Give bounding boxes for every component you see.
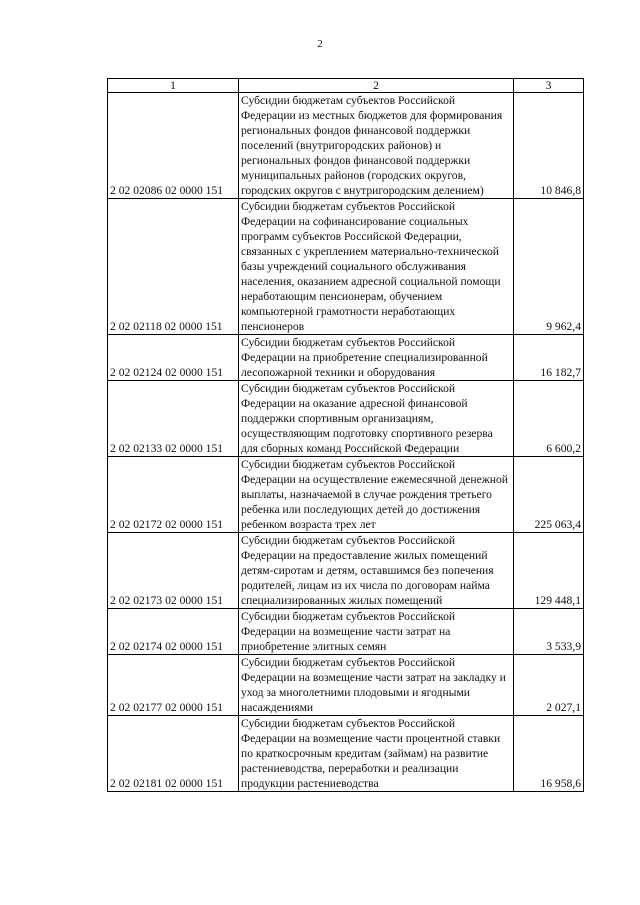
table-header-row bbox=[108, 79, 584, 93]
table-row bbox=[108, 716, 584, 792]
subsidy-amount: 129 448,1 bbox=[514, 533, 584, 609]
table-row bbox=[108, 609, 584, 655]
budget-code: 2 02 02086 02 0000 151 bbox=[108, 93, 239, 199]
budget-table bbox=[107, 78, 584, 792]
subsidy-description: Субсидии бюджетам субъектов Российской Федерации из местных бюджетов для формирования региональных фондов финансовой поддержки поселений (внутригородских районов) и региональных фондов финансовой поддержки муниципальных районов (городских округов, городских округов с внутригородским делением) bbox=[239, 93, 514, 199]
column-header-1: 1 bbox=[108, 79, 239, 93]
column-header-3: 3 bbox=[514, 79, 584, 93]
budget-code: 2 02 02133 02 0000 151 bbox=[108, 381, 239, 457]
subsidy-amount: 10 846,8 bbox=[514, 93, 584, 199]
subsidy-description: Субсидии бюджетам субъектов Российской Федерации на возмещение части затрат на закладку и уход за многолетними плодовыми и ягодными насаждениями bbox=[239, 655, 514, 716]
subsidy-amount: 225 063,4 bbox=[514, 457, 584, 533]
subsidy-description: Субсидии бюджетам субъектов Российской Федерации на софинансирование социальных программ субъектов Российской Федерации, связанных с укреплением материально-технической базы учреждений социального обслуживания населения, оказанием адресной социальной помощи неработающим пенсионерам, обучением компьютерной грамотности неработающих пенсионеров bbox=[239, 199, 514, 335]
table-row bbox=[108, 457, 584, 533]
table-row bbox=[108, 655, 584, 716]
budget-code: 2 02 02124 02 0000 151 bbox=[108, 335, 239, 381]
budget-code: 2 02 02118 02 0000 151 bbox=[108, 199, 239, 335]
budget-code: 2 02 02177 02 0000 151 bbox=[108, 655, 239, 716]
budget-code: 2 02 02181 02 0000 151 bbox=[108, 716, 239, 792]
table-row bbox=[108, 533, 584, 609]
table-row bbox=[108, 199, 584, 335]
subsidy-description: Субсидии бюджетам субъектов Российской Федерации на возмещение части затрат на приобретение элитных семян bbox=[239, 609, 514, 655]
subsidy-description: Субсидии бюджетам субъектов Российской Федерации на возмещение части процентной ставки по краткосрочным кредитам (займам) на развитие растениеводства, переработки и реализации продукции растениеводства bbox=[239, 716, 514, 792]
column-header-2: 2 bbox=[239, 79, 514, 93]
subsidy-description: Субсидии бюджетам субъектов Российской Федерации на оказание адресной финансовой поддержки спортивным организациям, осуществляющим подготовку спортивного резерва для сборных команд Российской Федерации bbox=[239, 381, 514, 457]
subsidy-amount: 16 182,7 bbox=[514, 335, 584, 381]
subsidy-amount: 9 962,4 bbox=[514, 199, 584, 335]
subsidy-description: Субсидии бюджетам субъектов Российской Федерации на предоставление жилых помещений детям-сиротам и детям, оставшимся без попечения родителей, лицам из их числа по договорам найма специализированных жилых помещений bbox=[239, 533, 514, 609]
budget-code: 2 02 02173 02 0000 151 bbox=[108, 533, 239, 609]
subsidy-description: Субсидии бюджетам субъектов Российской Федерации на приобретение специализированной лесопожарной техники и оборудования bbox=[239, 335, 514, 381]
table-row bbox=[108, 335, 584, 381]
subsidy-description: Субсидии бюджетам субъектов Российской Федерации на осуществление ежемесячной денежной выплаты, назначаемой в случае рождения третьего ребенка или последующих детей до достижения ребенком возраста трех лет bbox=[239, 457, 514, 533]
budget-code: 2 02 02174 02 0000 151 bbox=[108, 609, 239, 655]
subsidy-amount: 2 027,1 bbox=[514, 655, 584, 716]
table-row bbox=[108, 93, 584, 199]
page-number: 2 bbox=[317, 38, 323, 50]
subsidy-amount: 3 533,9 bbox=[514, 609, 584, 655]
subsidy-amount: 6 600,2 bbox=[514, 381, 584, 457]
budget-code: 2 02 02172 02 0000 151 bbox=[108, 457, 239, 533]
subsidy-amount: 16 958,6 bbox=[514, 716, 584, 792]
table-row bbox=[108, 381, 584, 457]
